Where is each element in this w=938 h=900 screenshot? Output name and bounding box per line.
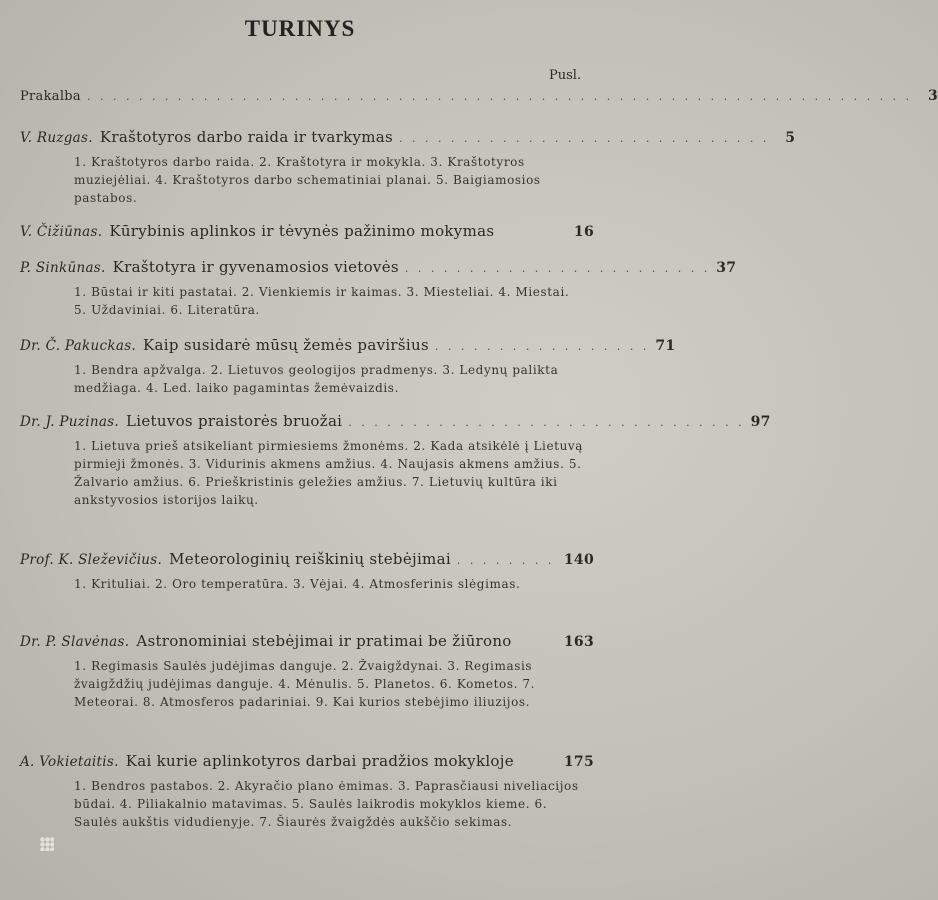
entry-subsections: 1. Bendra apžvalga. 2. Lietuvos geologijos pradmenys. 3. Ledynų palikta medžiaga. 4. Led. laiko pagamintas žemėvaizdis. (74, 363, 559, 395)
toc-entry (20, 88, 938, 104)
entry-author: Dr. P. Slavėnas. (20, 634, 130, 650)
entry-page-number: 175 (563, 754, 594, 770)
entry-title: Kaip susidarė mūsų žemės paviršius (143, 336, 429, 354)
dot-leader: . . . . . . . . . . . . . . . . . . . . . . . . . . . . . . . . . . . . . . . . . . . . . . . . . . . . . . . . . . . . . . . . (86, 90, 913, 103)
entry-page-number: 37 (716, 260, 737, 276)
entry-page-number: 16 (573, 224, 594, 240)
dot-leader: . . . . . . . . . . . . . . . . . . . . . . . . . . . . . (399, 132, 770, 145)
toc-entry (20, 412, 771, 509)
entry-author: Dr. Č. Pakuckas. (20, 338, 137, 354)
entry-page-number: 3 (928, 88, 938, 104)
entry-author: Prof. K. Sleževičius. (20, 552, 163, 568)
entry-title: Kūrybinis aplinkos ir tėvynės pažinimo mokymas (109, 222, 495, 240)
entry-author: V. Čižiūnas. (20, 224, 103, 240)
entry-author: P. Sinkūnas. (20, 260, 106, 276)
dot-leader: . . . . . . . . (456, 554, 555, 567)
dot-leader: . . . . . . . . . . . . . . . . . . . . . . . . (404, 262, 711, 275)
entry-subsections: 1. Regimasis Saulės judėjimas danguje. 2. Žvaigždynai. 3. Regimasis žvaigždžių judėjimas danguje. 4. Mėnulis. 5. Planetos. 6. Kometos. 7. Meteorai. 8. Atmosferos padariniai. 9. Kai kurios stebėjimo iliuzijos. (74, 659, 536, 709)
toc-entry (20, 222, 594, 240)
toc-entry (20, 258, 737, 319)
entry-title: Kraštotyra ir gyvenamosios vietovės (112, 258, 399, 276)
toc-entry (20, 336, 676, 397)
entry-page-number: 140 (563, 552, 594, 568)
entry-title: Lietuvos praistorės bruožai (126, 412, 343, 430)
toc-entry (20, 752, 594, 831)
page-title: TURINYS (244, 16, 356, 41)
dot-leader: . . . . . . . . . . . . . . . . . (434, 340, 650, 353)
watermark-logo (40, 836, 60, 852)
entry-page-number: 5 (785, 130, 796, 146)
entry-title: Kraštotyros darbo raida ir tvarkymas (99, 128, 394, 146)
entry-subsections: 1. Būstai ir kiti pastatai. 2. Vienkiemis ir kaimas. 3. Miesteliai. 4. Miestai. 5. Uždaviniai. 6. Literatūra. (74, 285, 570, 317)
toc-entry (20, 128, 796, 207)
entry-author: V. Ruzgas. (20, 130, 93, 146)
entry-title: Kai kurie aplinkotyros darbai pradžios mokykloje (125, 752, 514, 770)
pages-column-label: Pusl. (549, 68, 582, 83)
entry-author: Dr. J. Puzinas. (20, 414, 119, 430)
entry-subsections: 1. Lietuva prieš atsikeliant pirmiesiems žmonėms. 2. Kada atsikėlė į Lietuvą pirmieji žmonės. 3. Vidurinis akmens amžius. 4. Naujasis akmens amžius. 5. Žalvario amžius. 6. Prieškristinis geležies amžius. 7. Lietuvių kultūra iki ankstyvosios istorijos laikų. (74, 439, 584, 507)
toc-entry (20, 632, 594, 711)
entry-title: Astronominiai stebėjimai ir pratimai be žiūrono (136, 632, 512, 650)
entry-title: Prakalba (20, 89, 81, 104)
entry-author: A. Vokietaitis. (20, 754, 119, 770)
entry-title: Meteorologinių reiškinių stebėjimai (169, 550, 451, 568)
dot-leader: . . . . . . . . . . . . . . . . . . . . . . . . . . . . . . . (348, 416, 745, 429)
toc-entry (20, 550, 594, 593)
entry-page-number: 71 (655, 338, 676, 354)
entry-subsections: 1. Kraštotyros darbo raida. 2. Kraštotyra ir mokykla. 3. Kraštotyros muziejėliai. 4. Kraštotyros darbo schematiniai planai. 5. Baigiamosios pastabos. (74, 155, 541, 205)
entry-page-number: 97 (750, 414, 771, 430)
entry-subsections: 1. Krituliai. 2. Oro temperatūra. 3. Vėjai. 4. Atmosferinis slėgimas. (74, 577, 521, 591)
entry-subsections: 1. Bendros pastabos. 2. Akyračio plano ėmimas. 3. Paprasčiausi niveliacijos būdai. 4. Piliakalnio matavimas. 5. Saulės laikrodis mokyklos kieme. 6. Saulės aukštis vidudienyje. 7. Šiaurės žvaigždės aukščio sekimas. (74, 779, 579, 829)
entry-page-number: 163 (563, 634, 594, 650)
